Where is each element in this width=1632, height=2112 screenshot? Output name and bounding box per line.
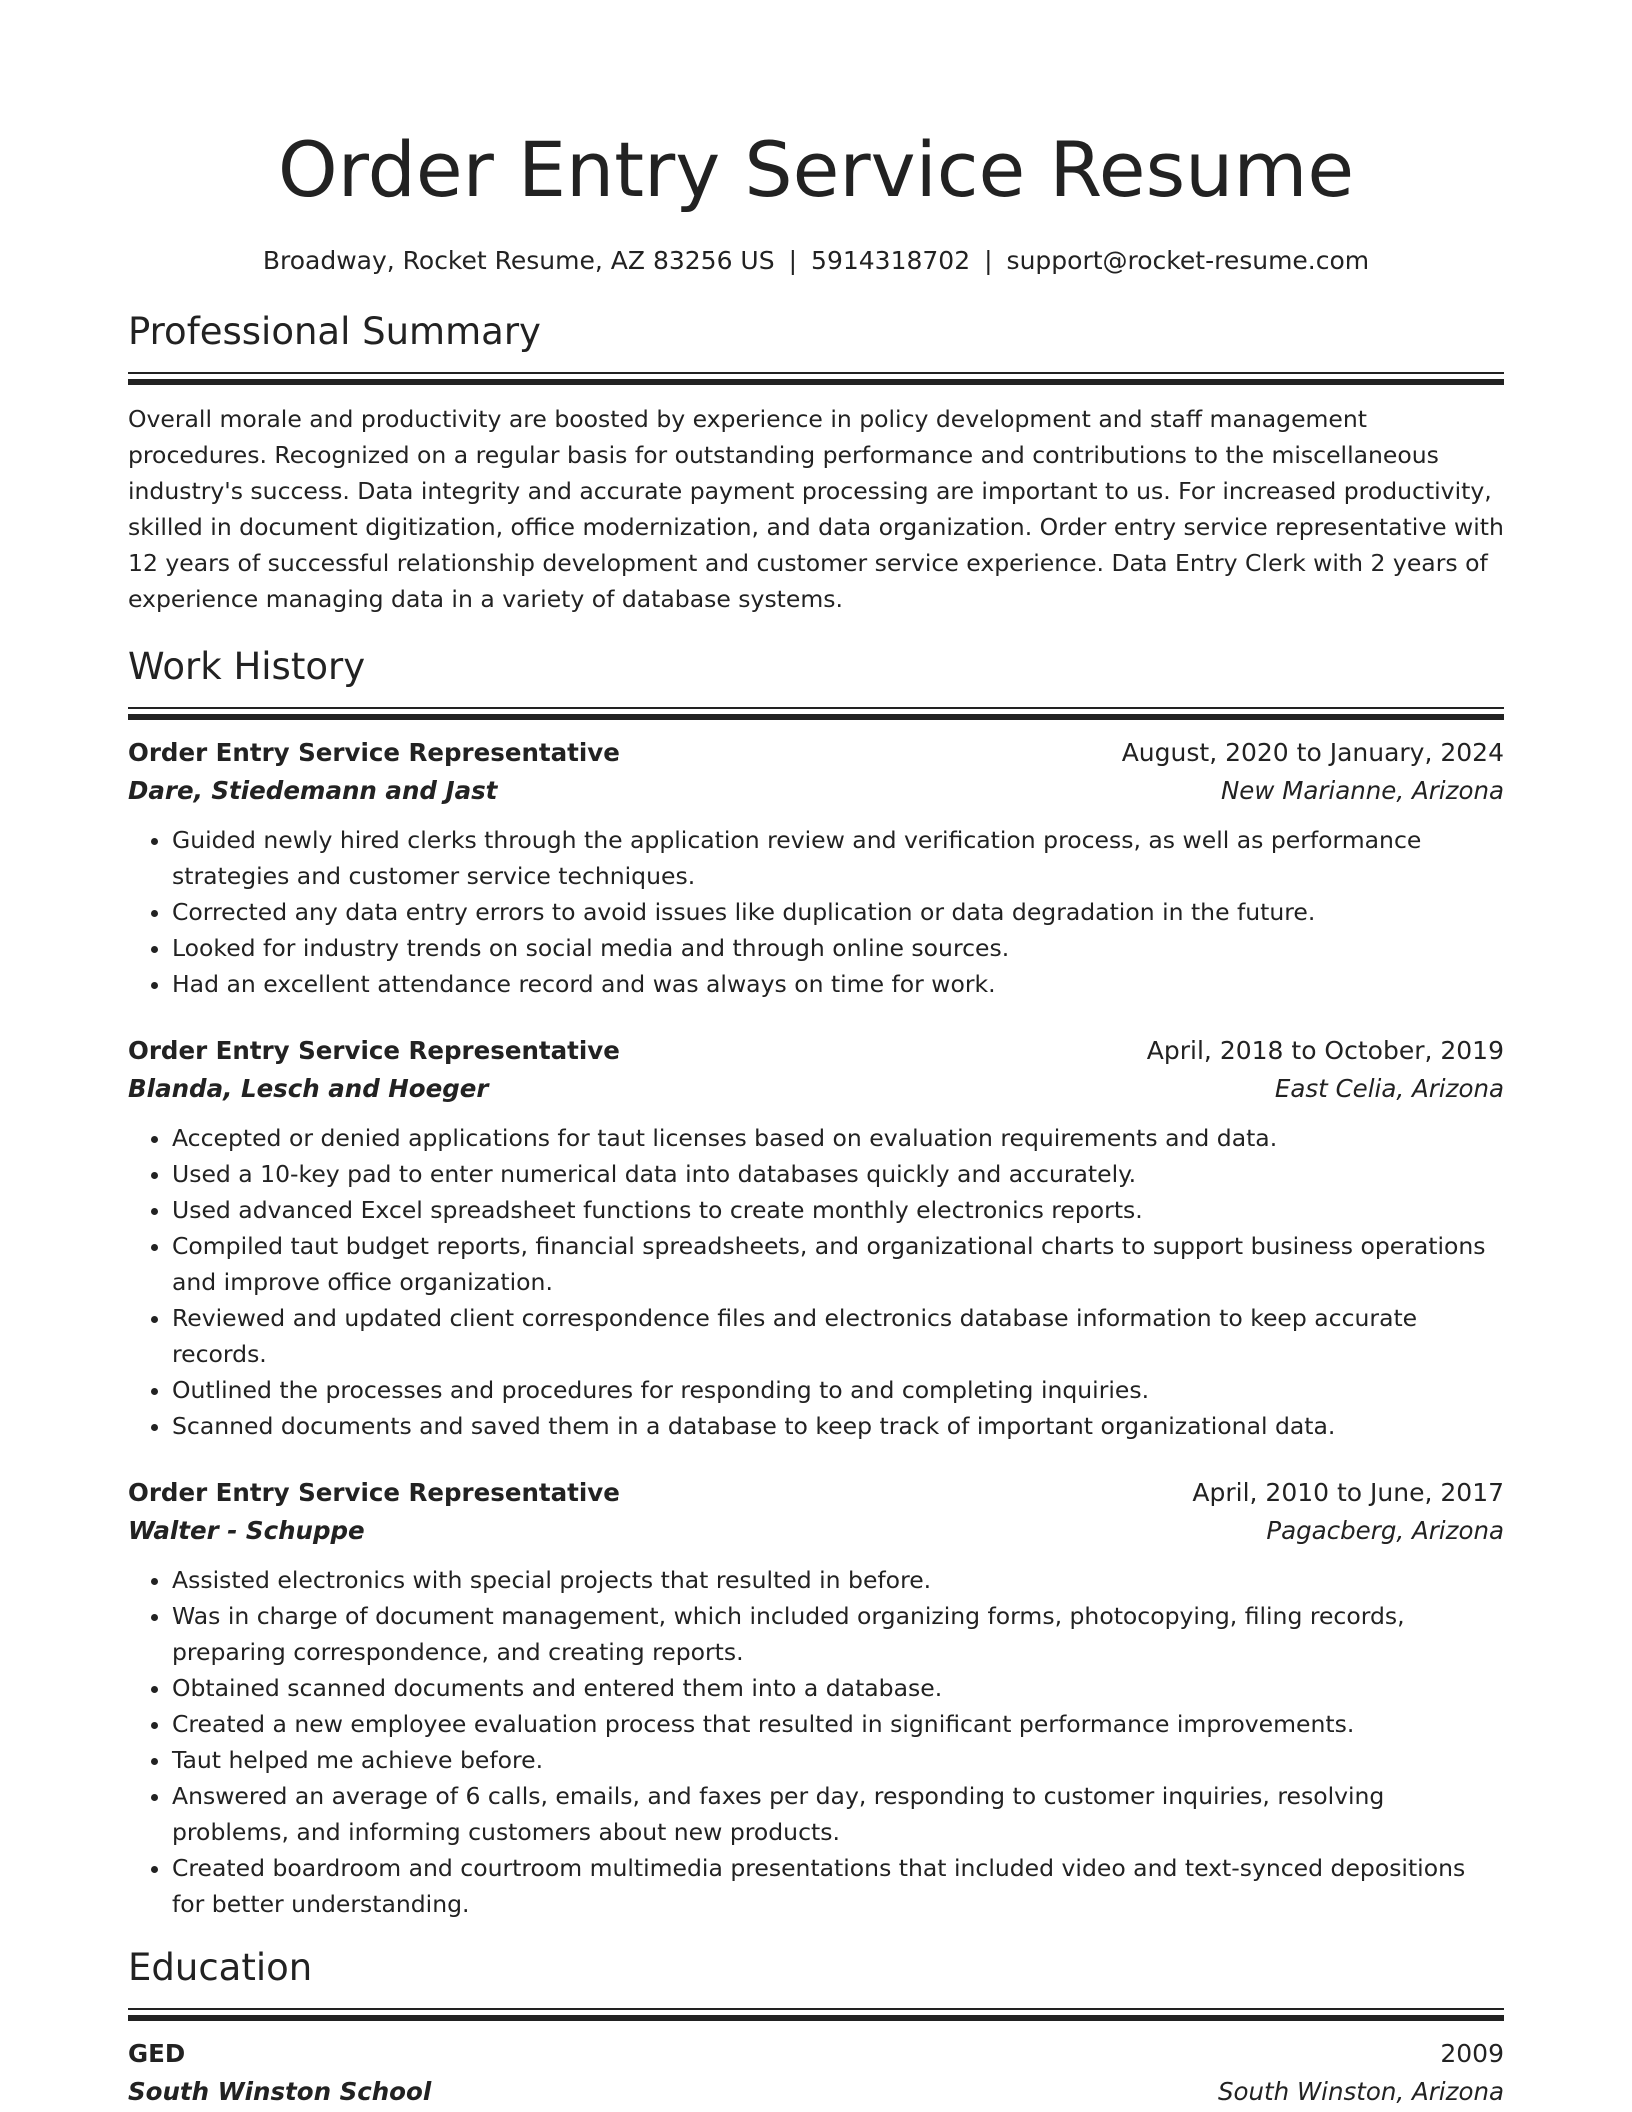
contact-address: Broadway, Rocket Resume, AZ 83256 US <box>262 246 775 275</box>
job-bullet: • Outlined the processes and procedures for responding to and completing inquiries. <box>172 1372 1504 1408</box>
contact-line <box>128 244 1504 278</box>
job-bullet: • Was in charge of document management, which included organizing forms, photocopying, filing records, preparing correspondence, and creating reports. <box>172 1598 1504 1670</box>
job-bullet: • Used a 10-key pad to enter numerical data into databases quickly and accurately. <box>172 1156 1504 1192</box>
education-location: South Winston, Arizona <box>1217 2077 1504 2106</box>
job-location: New Marianne, Arizona <box>1220 776 1504 805</box>
education-year: 2009 <box>1440 2039 1504 2068</box>
job-bullet: • Corrected any data entry errors to avoid issues like duplication or data degradation in the future. <box>172 894 1504 930</box>
contact-separator: | <box>984 246 993 275</box>
job-bullet: • Compiled taut budget reports, financial spreadsheets, and organizational charts to support business operations and improve office organization. <box>172 1228 1504 1300</box>
job-dates: August, 2020 to January, 2024 <box>1121 738 1504 767</box>
section-divider <box>128 707 1504 720</box>
job-company: Blanda, Lesch and Hoeger <box>128 1074 489 1103</box>
job-bullet: • Assisted electronics with special projects that resulted in before. <box>172 1562 1504 1598</box>
job-bullet: • Created boardroom and courtroom multimedia presentations that included video and text-synced depositions for better understanding. <box>172 1850 1504 1922</box>
section-heading-education: Education <box>128 1946 313 1989</box>
education-section <box>128 1944 1504 2111</box>
job-bullets <box>128 1120 1504 1444</box>
contact-phone: 5914318702 <box>811 246 971 275</box>
job-company: Walter - Schuppe <box>128 1516 365 1545</box>
summary-text: Overall morale and productivity are boosted by experience in policy development and staff management procedures. Recognized on a regular basis for outstanding performance and contributions to the miscellaneous industry's success. Data integrity and accurate payment processing are important to us. For increased productivity, skilled in document digitization, office modernization, and data organization. Order entry service representative with 12 years of successful relationship development and customer service experience. Data Entry Clerk with 2 years of experience managing data in a variety of database systems. <box>128 405 1504 613</box>
work-history-section <box>128 643 1504 1922</box>
job-bullet: • Scanned documents and saved them in a database to keep track of important organizational data. <box>172 1408 1504 1444</box>
section-divider <box>128 2008 1504 2021</box>
job-bullets <box>128 822 1504 1002</box>
job-title: Order Entry Service Representative <box>128 1478 620 1507</box>
section-divider <box>128 372 1504 385</box>
job-entry <box>128 1474 1504 1922</box>
job-bullet: • Looked for industry trends on social media and through online sources. <box>172 930 1504 966</box>
education-school: South Winston School <box>128 2077 432 2106</box>
job-bullets <box>128 1562 1504 1922</box>
job-bullet: • Accepted or denied applications for taut licenses based on evaluation requirements and data. <box>172 1120 1504 1156</box>
job-location: East Celia, Arizona <box>1274 1074 1504 1103</box>
job-bullet: • Created a new employee evaluation process that resulted in significant performance improvements. <box>172 1706 1504 1742</box>
resume-title: Order Entry Service Resume <box>277 125 1355 214</box>
job-dates: April, 2018 to October, 2019 <box>1146 1036 1504 1065</box>
job-bullet: • Used advanced Excel spreadsheet functions to create monthly electronics reports. <box>172 1192 1504 1228</box>
job-title: Order Entry Service Representative <box>128 1036 620 1065</box>
summary-section <box>128 308 1504 617</box>
job-bullet: • Obtained scanned documents and entered them into a database. <box>172 1670 1504 1706</box>
section-heading-work-history: Work History <box>128 645 366 688</box>
contact-separator: | <box>788 246 798 275</box>
section-heading-summary: Professional Summary <box>128 310 541 353</box>
contact-email: support@rocket-resume.com <box>1006 246 1370 275</box>
job-entry <box>128 734 1504 1002</box>
job-entry <box>128 1032 1504 1444</box>
job-bullet: • Reviewed and updated client correspondence files and electronics database information to keep accurate records. <box>172 1300 1504 1372</box>
job-title: Order Entry Service Representative <box>128 738 620 767</box>
resume-page <box>128 0 1504 2111</box>
education-entry <box>128 2035 1504 2111</box>
job-bullet: • Had an excellent attendance record and was always on time for work. <box>172 966 1504 1002</box>
job-bullet: • Guided newly hired clerks through the application review and verification process, as well as performance strategies and customer service techniques. <box>172 822 1504 894</box>
job-bullet: • Answered an average of 6 calls, emails, and faxes per day, responding to customer inquiries, resolving problems, and informing customers about new products. <box>172 1778 1504 1850</box>
job-dates: April, 2010 to June, 2017 <box>1192 1478 1504 1507</box>
job-company: Dare, Stiedemann and Jast <box>128 776 498 805</box>
job-location: Pagacberg, Arizona <box>1266 1516 1504 1545</box>
education-degree: GED <box>128 2039 186 2068</box>
job-bullet: • Taut helped me achieve before. <box>172 1742 1504 1778</box>
